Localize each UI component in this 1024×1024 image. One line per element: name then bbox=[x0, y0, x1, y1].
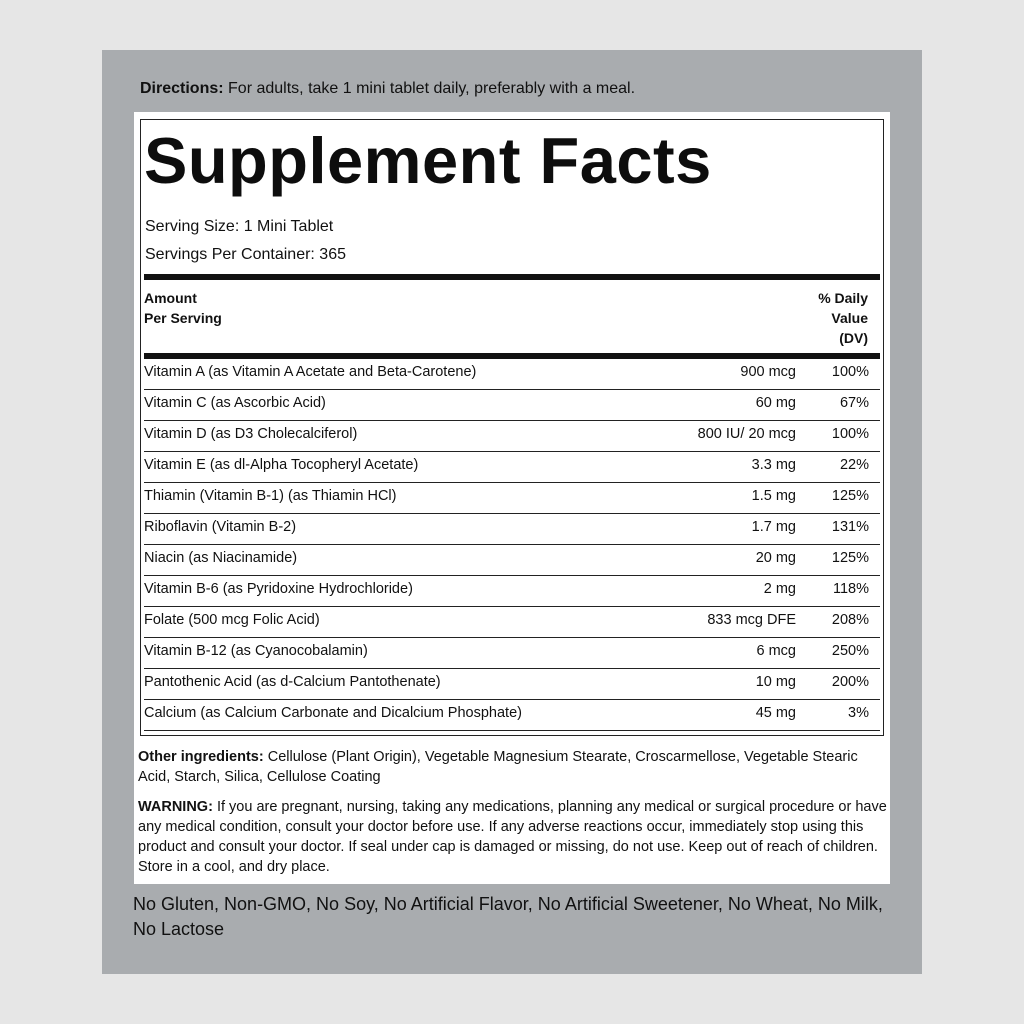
nutrient-dv: 118% bbox=[832, 581, 869, 597]
nutrient-amount: 900 mcg bbox=[740, 364, 796, 380]
supplement-facts-title: Supplement Facts bbox=[144, 124, 712, 197]
table-row bbox=[144, 576, 880, 607]
nutrient-name: Riboflavin (Vitamin B-2) bbox=[144, 519, 297, 535]
nutrient-dv: 3% bbox=[848, 705, 869, 721]
nutrient-name: Vitamin E (as dl-Alpha Tocopheryl Acetate) bbox=[144, 457, 419, 473]
nutrient-name: Vitamin C (as Ascorbic Acid) bbox=[144, 395, 326, 411]
daily-value-header bbox=[788, 288, 868, 348]
nutrient-amount: 2 mg bbox=[763, 581, 796, 597]
other-ingredients-label: Other ingredients: bbox=[138, 749, 264, 765]
nutrient-amount: 800 IU/ 20 mcg bbox=[697, 426, 796, 442]
table-row bbox=[144, 638, 880, 669]
nutrient-amount: 833 mcg DFE bbox=[707, 612, 796, 628]
nutrient-name: Calcium (as Calcium Carbonate and Dicalcium Phosphate) bbox=[144, 705, 522, 721]
nutrient-amount: 20 mg bbox=[755, 550, 796, 566]
nutrient-dv: 208% bbox=[831, 612, 869, 628]
serving-size: Serving Size: 1 Mini Tablet bbox=[145, 218, 334, 235]
table-row bbox=[144, 607, 880, 638]
directions-line bbox=[140, 80, 635, 98]
nutrient-name: Niacin (as Niacinamide) bbox=[144, 550, 298, 566]
nutrient-amount: 1.5 mg bbox=[751, 488, 796, 504]
other-ingredients bbox=[138, 747, 888, 787]
header-per-serving: Per Serving bbox=[144, 310, 222, 326]
thick-divider-top bbox=[144, 274, 880, 280]
warning-label: WARNING: bbox=[138, 799, 213, 815]
nutrient-amount: 3.3 mg bbox=[751, 457, 796, 473]
nutrient-dv: 125% bbox=[831, 488, 869, 504]
table-row bbox=[144, 390, 880, 421]
table-row bbox=[144, 359, 880, 390]
amount-per-serving-header bbox=[144, 288, 222, 328]
nutrient-name: Vitamin B-6 (as Pyridoxine Hydrochloride) bbox=[144, 581, 413, 597]
nutrient-name: Vitamin B-12 (as Cyanocobalamin) bbox=[144, 643, 368, 659]
header-amount: Amount bbox=[144, 290, 197, 306]
nutrient-name: Vitamin D (as D3 Cholecalciferol) bbox=[144, 426, 358, 442]
nutrient-dv: 131% bbox=[831, 519, 869, 535]
header-value: Value bbox=[831, 310, 868, 326]
nutrient-dv: 100% bbox=[831, 364, 869, 380]
nutrient-amount: 10 mg bbox=[755, 674, 796, 690]
header-dv: (DV) bbox=[839, 330, 868, 346]
directions-text: For adults, take 1 mini tablet daily, preferably with a meal. bbox=[228, 80, 636, 97]
nutrient-name: Folate (500 mcg Folic Acid) bbox=[144, 612, 320, 628]
nutrient-dv: 22% bbox=[839, 457, 869, 473]
free-from-claims: No Gluten, Non-GMO, No Soy, No Artificial Flavor, No Artificial Sweetener, No Wheat, No Milk, No Lactose bbox=[133, 894, 883, 939]
nutrient-name: Thiamin (Vitamin B-1) (as Thiamin HCl) bbox=[144, 488, 397, 504]
nutrient-dv: 125% bbox=[831, 550, 869, 566]
nutrient-table bbox=[144, 359, 880, 731]
table-row bbox=[144, 669, 880, 700]
table-row bbox=[144, 483, 880, 514]
table-row bbox=[144, 700, 880, 731]
table-row bbox=[144, 545, 880, 576]
other-ingredients-text: Cellulose (Plant Origin), Vegetable Magnesium Stearate, Croscarmellose, Vegetable Stearic Acid, Starch, Silica, Cellulose Coating bbox=[138, 749, 858, 785]
nutrient-name: Pantothenic Acid (as d-Calcium Pantothenate) bbox=[144, 674, 441, 690]
table-row bbox=[144, 452, 880, 483]
directions-label: Directions: bbox=[140, 80, 224, 97]
nutrient-dv: 200% bbox=[831, 674, 869, 690]
header-daily: % Daily bbox=[818, 290, 868, 306]
nutrient-amount: 6 mcg bbox=[756, 643, 796, 659]
nutrient-dv: 67% bbox=[839, 395, 869, 411]
nutrient-amount: 45 mg bbox=[755, 705, 796, 721]
table-row bbox=[144, 514, 880, 545]
servings-per-container: Servings Per Container: 365 bbox=[145, 246, 346, 263]
nutrient-name: Vitamin A (as Vitamin A Acetate and Beta-Carotene) bbox=[144, 364, 477, 380]
nutrient-amount: 60 mg bbox=[755, 395, 796, 411]
warning-text: If you are pregnant, nursing, taking any medications, planning any medical or surgical procedure or have any medical condition, consult your doctor before use. If any adverse reactions occur, immediately stop using this product and consult your doctor. If seal under cap is damaged or missing, do not use. Keep out of reach of children. Store in a cool, and dry place. bbox=[138, 799, 887, 875]
nutrient-amount: 1.7 mg bbox=[751, 519, 796, 535]
nutrient-dv: 250% bbox=[831, 643, 869, 659]
warning-block bbox=[138, 797, 888, 877]
table-row bbox=[144, 421, 880, 452]
nutrient-dv: 100% bbox=[831, 426, 869, 442]
